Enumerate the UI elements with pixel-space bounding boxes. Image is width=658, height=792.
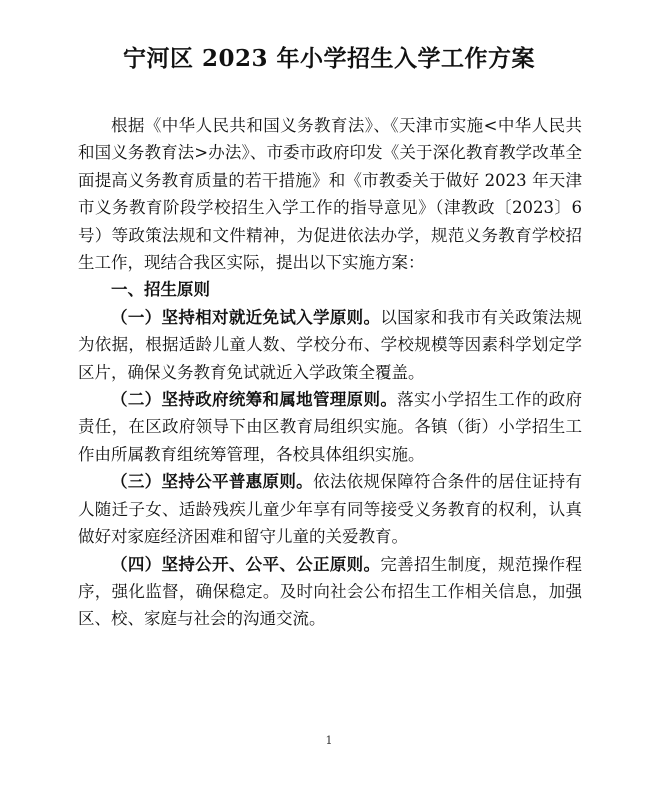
principle-item-3-head: （三）坚持公平普惠原则。 (111, 472, 313, 492)
document-title: 宁河区 2023 年小学招生入学工作方案 (122, 45, 536, 72)
principle-item-4-text: 完善招生制度，规范操作程序，强化监督，确保稳定。及时向社会公布招生工作相关信息，加强区、校、家庭与社会的沟通交流。 (78, 554, 583, 629)
page-number: 1 (325, 734, 333, 747)
principle-item-1 (78, 304, 582, 386)
principle-item-4-head: （四）坚持公开、公平、公正原则。 (111, 554, 381, 574)
principle-item-2-text: 落实小学招生工作的政府责任，在区政府领导下由区教育局组织实施。各镇（街）小学招生工作由所属教育组统筹管理，各校具体组织实施。 (78, 390, 583, 464)
principle-item-3-text: 依法依规保障符合条件的居住证持有人随迁子女、适龄残疾儿童少年享有同等接受义务教育的权利，认真做好对家庭经济困难和留守儿童的关爱教育。 (78, 472, 583, 547)
intro-paragraph: 根据《中华人民共和国义务教育法》、《天津市实施<中华人民共和国义务教育法>办法》、市委市政府印发《关于深化教育教学改革全面提高义务教育质量的若干措施》和《市教委关于做好 2023 年天津市义务教育阶段学校招生入学工作的指导意见》（津教政〔2023〕6 号）等政策法规和文件精神，为促进依法办学，规范义务教育学校招生工作，现结合我区实际，提出以下实施方案： (78, 116, 582, 273)
principle-item-3 (78, 468, 582, 550)
principle-item-2-head: （二）坚持政府统筹和属地管理原则。 (111, 390, 398, 410)
document-body (78, 112, 582, 633)
principle-item-4 (78, 551, 582, 633)
principle-item-1-text: 以国家和我市有关政策法规为依据，根据适龄儿童人数、学校分布、学校规模等因素科学划定学区片，确保义务教育免试就近入学政策全覆盖。 (78, 307, 583, 382)
section-heading-principles: 一、招生原则 (111, 280, 210, 300)
principle-item-2 (78, 386, 582, 468)
principle-item-1-head: （一）坚持相对就近免试入学原则。 (111, 307, 381, 327)
